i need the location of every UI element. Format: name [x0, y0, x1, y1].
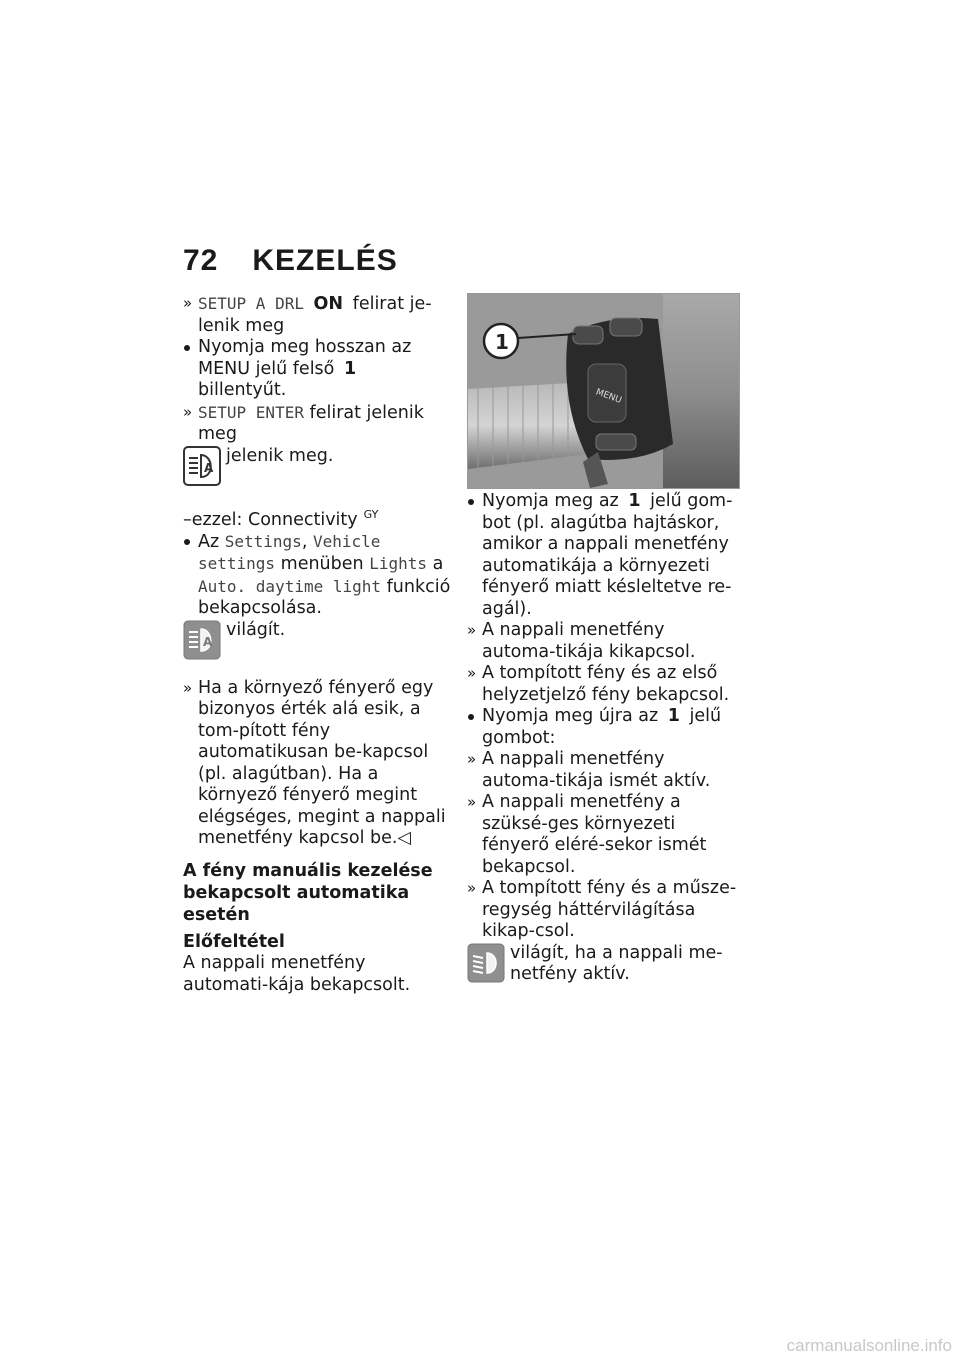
indicator-text: világít, ha a nappali me-netfény aktív. [510, 942, 723, 984]
svg-text:A: A [203, 634, 213, 649]
precondition-text: A nappali menetfény automati-kája bekapcsolt. [183, 953, 411, 995]
indicator-row [183, 620, 453, 660]
result-marker: » [467, 621, 477, 639]
country-sup: GY [363, 507, 379, 521]
result-item: » A nappali menetfény automa-tikája kikapcsol. [467, 620, 696, 662]
page-header [183, 244, 398, 278]
right-column [467, 491, 737, 996]
display-text: SETUP A DRL [198, 294, 304, 313]
callout-number: 1 [495, 330, 509, 354]
low-beam-icon [467, 943, 505, 983]
auto-headlight-green-icon [183, 620, 221, 660]
menu-path: Vehicle settings [198, 531, 381, 574]
indicator-text: világít. [226, 619, 286, 640]
bullet-item [183, 337, 453, 402]
bullet-item: Nyomja meg az 1 jelű gom-bot (pl. alagútba hajtáskor, amikor a nappali menetfény automatikája a környezeti fényerő miatt késleltetve re-agál). [467, 491, 737, 620]
handlebar-illustration [468, 294, 739, 488]
menu-button-label: MENU [594, 387, 623, 406]
result-marker: » [183, 402, 193, 421]
end-mark: ◁ [397, 828, 411, 849]
bullet-icon [468, 499, 474, 505]
item-text: Nyomja meg hosszan az MENU jelű felső [198, 337, 412, 379]
bullet-item: Az Settings, Vehicle settings menüben Lights a Auto. daytime light funkció bekapcsolása. [183, 531, 453, 620]
watermark: carmanualsonline.info [786, 1336, 952, 1355]
result-marker: » [467, 879, 477, 897]
bullet-icon [184, 345, 190, 351]
page-number: 72 [183, 244, 219, 277]
indicator-row [467, 943, 737, 986]
item-text: billentyűt. [198, 380, 287, 400]
result-item [183, 293, 453, 337]
result-item [183, 402, 453, 446]
page-title: KEZELÉS [252, 244, 398, 277]
result-marker: » [467, 664, 477, 682]
bold-text: ON [313, 294, 344, 314]
result-item [183, 678, 453, 850]
bullet-item: Nyomja meg újra az 1 jelű gombot: [467, 706, 737, 749]
dash-item: –ezzel: Connectivity $^{GY}$ [183, 507, 379, 530]
callout-ref: 1 [667, 706, 680, 726]
result-item: » A nappali menetfény automa-tikája ismét aktív. [467, 749, 711, 791]
result-item: » A nappali menetfény a szüksé-ges környezeti fényerő eléré-sekor ismét bekapcsol. [467, 792, 707, 877]
bullet-icon [184, 539, 190, 545]
auto-headlight-icon [183, 446, 221, 486]
result-marker: » [467, 750, 477, 768]
result-marker: » [183, 294, 193, 312]
bullet-icon [468, 714, 474, 720]
callout-ref: 1 [343, 358, 357, 379]
left-column [183, 293, 453, 996]
menu-path: Settings [224, 531, 302, 551]
result-item: » A tompított fény és a műsze-regység háttérvilágítása kikap-csol. [467, 878, 737, 941]
precondition-heading: Előfeltétel [183, 931, 285, 952]
indicator-text: jelenik meg. [226, 445, 334, 466]
result-marker: » [183, 678, 193, 697]
section-heading: A fény manuális kezelése bekapcsolt automatika esetén [183, 860, 433, 925]
item-text: felirat jelenik meg [198, 402, 424, 444]
callout-ref: 1 [628, 491, 641, 511]
item-text: Ha a környező fényerő egy bizonyos érték alá esik, a tom-pított fény automatikusan be-kapcsol (pl. alagútban). Ha a környező fényerő megint elégséges, megint a nappali menetfény kapcsol be. [198, 677, 446, 849]
result-item: » A tompított fény és az első helyzetjelző fény bekapcsol. [467, 663, 730, 705]
result-marker: » [467, 793, 477, 811]
menu-path: Auto. daytime light [198, 576, 382, 596]
menu-path: Lights [369, 554, 427, 574]
indicator-row [183, 446, 453, 486]
item-text: felirat je-lenik meg [198, 294, 432, 336]
handlebar-photo [467, 293, 740, 489]
display-text: SETUP ENTER [198, 402, 304, 422]
svg-text:A: A [204, 460, 214, 475]
